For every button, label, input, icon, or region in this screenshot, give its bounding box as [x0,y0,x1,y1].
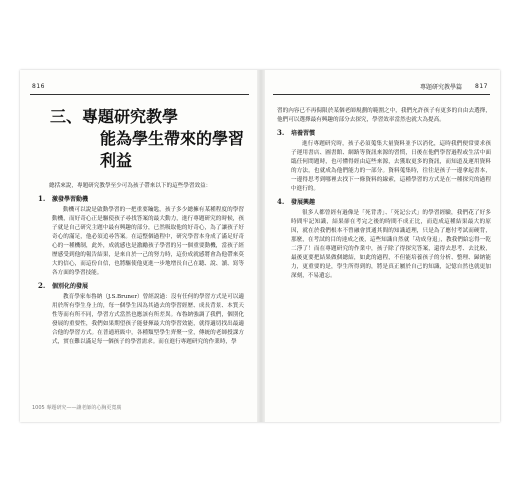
footer-text: 1005 專題研究——讓老師的心胸更寬廣 [32,405,122,411]
section-number: 3. [277,128,285,137]
left-page [20,70,257,422]
chapter-title-line1: 三、專題研究教學 [50,107,179,126]
section-title: 個別化的發展 [52,283,89,290]
right-page-number: 817 [475,83,488,90]
section-title: 培養習慣 [291,130,316,137]
chapter-title-line2: 能為學生帶來的學習利益 [100,129,245,170]
section-number: 1. [38,194,46,203]
right-header-rule [273,94,490,95]
section-paragraph: 動機可以說是啟動學習的一把重要鑰匙，孩子多少總擁有某種程度的學習動機，而好奇心正是驅使孩子尋找答案的最大動力，進行專題研究的時候，孩子就是自己研究主題中最有興趣的部分，已然吸取他的好奇心，為了讓孩子好奇心的滿足，他必須追尋答案。在這整個過程中，研究學習本身成了滿足好奇心的一種機制，此外，成就感也是激勵孩子學習的另一個重要動機，當孩子經歷感受到他的報告結果，是來自於一己的努力時，這份成就感將會為他帶來莫大的信心，而這份自信，也將驅使他更進一步地增長自己在聽、說、讀、寫等各方面的學習技能。 [52,207,244,276]
section-paragraph: 教育學家布魯納（J.S.Bruner）曾經說過：沒有任何的學習方式是可以適用於所有學生身上的，每一個學生因為其過去的學習經歷、成長背景、本質天性等而有所不同，學習方式當然也應該有所差異。布魯納強調了我們，個別化發展的重要性，我們如果期望孩子能發揮最大的學習效能，就得適切找出最適合他的學習方式。在普通班級中，各種類型學生齊聚一堂，傳統的老師授課方式，實在難以滿足每一個孩子的學習需求。而在進行專題研究的作業時，學 [52,294,244,345]
section-heading [277,128,491,138]
section-heading [277,197,491,207]
continuation-paragraph: 習的內容已不再侷限於某個老師規劃的範圍之中，我們允許孩子有更多的自由去選擇，他們可以選擇最有興趣的部分去探究，學習效率當然也就大為提高。 [277,108,491,123]
left-page-number: 816 [32,83,45,90]
book-spread [20,70,500,422]
section-paragraph: 很多人都曾經有過像是「死背書」、「死記公式」的學習經驗，我們花了好多時間牢記知識，結果卻在考完之後的時間不成正比，而造成這種結果最大的原因，就在於我們根本不曾融會貫通其間的知識道理，只是為了應付考試而硬背，那麼，在考試的目的達成之後，這些知識自然就「功成身退」，教我們給忘得一乾二淨了！而在專題研究的作業中，孩子除了得探究答案，還得去思考、去比較，最後更要把結果做個總結，如此的過程，不但能培養孩子的分析、整理、歸納能力，更重要的是，學生所得到的，將是真正屬於自己的知識，記憶自然也就更加深刻，不易遺忘。 [291,210,491,279]
section-number: 4. [277,197,285,206]
section-heading [38,194,244,204]
right-body [277,107,491,284]
chapter-title [50,106,257,172]
section-title: 發展興趣 [291,199,316,206]
running-head: 專題研究教學篇 [419,84,462,91]
section-paragraph: 進行專題研究時，孩子必須蒐集大量資料並予以消化，這時我們便常要求孩子運用書店、圖書館、網路等資訊來源的習慣，日後在他們學習過程或生活中面臨任何問題時，也可懂得經由這些來源，去獲取更多的資訊，而知道及運用資料的方法，也就成為他們能力的一部分。資料蒐集時，往往是孩子一邊拿起書本，一邊得思考到哪裡去找下一條資料的線索，這種學習的方式是在一種探究的過程中進行的。 [291,141,491,192]
left-header-rule [30,94,249,95]
left-body [38,182,244,350]
section-title: 激發學習動機 [52,196,89,203]
right-page [265,70,500,422]
intro-paragraph: 總括來說，專題研究教學至少可為孩子帶來以下的這些學習效益： [49,183,212,189]
section-heading [38,281,244,291]
book-gutter [257,70,265,422]
section-number: 2. [38,281,46,290]
